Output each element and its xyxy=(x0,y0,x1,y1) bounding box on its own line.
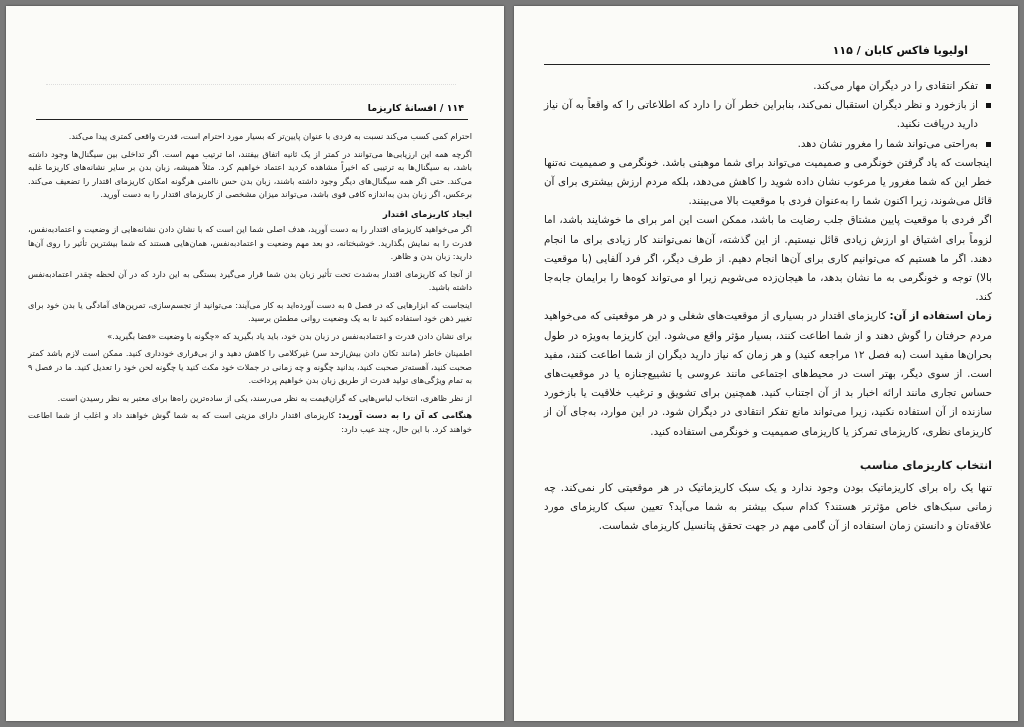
right-page xyxy=(514,6,1018,721)
list-item-text: به‌راحتی می‌تواند شما را مغرور نشان دهد. xyxy=(797,137,978,150)
left-body xyxy=(28,130,472,436)
paragraph: اگر می‌خواهید کاریزمای اقتدار را به دست آورید، هدف اصلی شما این است که با نشان دادن نشانه‌هایی از وضعیت و اعتمادبه‌نفس، قدرت را به نمایش بگذارید. خوشبختانه، دو بعد مهم وضعیت و اعتمادبه‌نفس، همان‌هایی هستند که شما بیشترین تأثیر را روی آن‌ها دارید: زبان بدن و ظاهر. xyxy=(28,224,472,261)
section-heading: ایجاد کاریزمای اقتدار xyxy=(382,209,472,220)
list-item xyxy=(544,135,992,154)
paragraph: از نظر ظاهری، انتخاب لباس‌هایی که گران‌قیمت به نظر می‌رسند، یکی از ساده‌ترین راه‌ها برای معتبر به نظر رسیدن است. xyxy=(57,392,472,403)
paragraph-when-to-use xyxy=(544,307,992,441)
paragraph: برای نشان دادن قدرت و اعتمادبه‌نفس در زبان بدن خود، باید یاد بگیرید که «چگونه با وضعیت «فضا بگیرید.» xyxy=(107,330,472,341)
inline-heading: زمان استفاده از آن: xyxy=(889,310,992,323)
left-page xyxy=(6,6,504,721)
bullet-icon xyxy=(986,84,991,89)
inline-text: کاریزمای اقتدار دارای مزیتی است که به شما گوش خواهند داد و اغلب از شما اطاعت خواهند کرد. با این حال، چند عیب دارد: xyxy=(28,410,472,434)
right-body xyxy=(544,77,992,537)
faint-bleedthrough-line xyxy=(46,84,456,85)
bullet-icon xyxy=(986,103,991,108)
bullet-icon xyxy=(986,142,991,147)
inline-heading: هنگامی که آن را به دست آورید: xyxy=(338,410,472,420)
paragraph-when-acquired xyxy=(28,409,472,436)
left-running-head: ۱۱۴ / افسانهٔ کاریزما xyxy=(367,103,464,114)
paragraph: اینجاست که ابزارهایی که در فصل ۵ به دست آورده‌اید به کار می‌آیند: می‌توانید از تجسم‌سازی، تمرین‌های آمادگی یا بدن خود برای تغییر ذهن خود استفاده کنید تا به یک وضعیت روانی مطمئن برسید. xyxy=(28,299,472,323)
paragraph: اطمینان خاطر (مانند تکان دادن بیش‌ازحد سر) غیرکلامی را کاهش دهید و از بی‌قراری خودداری کنید. ممکن است لازم باشد کمتر صحبت کنید، آهسته‌تر صحبت کنید، بدانید چگونه و چه زمانی در جملات خود مکث کنید یا چگونه لحن خود را تعدیل کنید. ما در فصل ۹ به تمام ویژگی‌های تولید قدرت از طریق زبان بدن خواهیم پرداخت. xyxy=(28,348,472,385)
paragraph: اینجاست که یاد گرفتن خونگرمی و صمیمیت می‌تواند برای شما موهبتی باشد. خونگرمی و صمیمیت نه‌تنها خطر این که شما مغرور یا مرعوب نشان داده شوید را کاهش می‌دهد، بلکه مردم ارزش بیشتری برای آن قائل می‌شوند، زیرا اکنون شما را به‌عنوان فردی با موقعیت بالا می‌بینند. xyxy=(544,156,992,208)
left-header-rule xyxy=(36,119,468,120)
bullet-list xyxy=(544,77,992,154)
inline-text: کاریزمای اقتدار در بسیاری از موقعیت‌های شغلی و در هر موقعیتی که می‌خواهید مردم حرفتان را گوش دهند و از شما اطاعت کنند، بسیار مؤثر واقع می‌شود. این کاریزما به‌ویژه در طول بحران‌ها مفید است (به فصل ۱۲ مراجعه کنید) و هر زمان که نیاز دارید دیگران از شما اطاعت کنند، مفید است. از سوی دیگر، بهتر است در محیط‌های اجتماعی مانند عروسی یا تشییع‌جنازه یا در موقعیت‌های حساس تجاری مانند ارائه اخبار بد از آن اجتناب کنید. همچنین برای تشویق و ترغیب خلاقیت یا بازخورد سازنده از آن استفاده نکنید، زیرا می‌تواند مانع تفکر انتقادی در دیگران شود. در این موارد، به‌جای آن از کاریزمای نظری، کاریزمای تمرکز یا کاریزمای صمیمیت و خونگرمی استفاده کنید. xyxy=(544,310,992,438)
right-header-rule xyxy=(544,64,990,65)
paragraph: از آنجا که کاریزمای اقتدار به‌شدت تحت تأثیر زبان بدن شما قرار می‌گیرد بستگی به این دارد که در آن لحظه چقدر اعتمادبه‌نفس داشته باشید. xyxy=(28,268,472,292)
paragraph: اگرچه همه این ارزیابی‌ها می‌توانند در کمتر از یک ثانیه اتفاق بیفتند، اما ترتیب مهم است. اگر تداخلی بین سیگنال‌ها وجود داشته باشد، به سیگنال‌ها به ترتیبی که اخیراً مشاهده کردید اعتماد خواهیم کرد. مثلاً همیشه، زبان بدن بر سایر نشانه‌های کاریزما غلبه می‌کند. حتی اگر همه سیگنال‌های دیگر وجود داشته باشند، زبان بدن حس ناامنی هرگونه امکان کاریزمای اقتدار را تضعیف می‌کند. برعکس، اگر زبان بدن به‌اندازه کافی قوی باشد، می‌تواند میزان مشخصی از کاریزمای اقتدار را به دست آورید. xyxy=(28,148,472,199)
section-heading: انتخاب کاریزمای مناسب xyxy=(859,458,992,472)
list-item xyxy=(544,96,992,134)
list-item xyxy=(544,77,992,96)
right-running-head: اولیویا فاکس کابان / ۱۱۵ xyxy=(832,44,968,57)
paragraph: تنها یک راه برای کاریزماتیک بودن وجود ندارد و یک سبک کاریزماتیک در هر موقعیتی کار نمی‌کند. چه زمانی سبک‌های خاص مؤثرتر هستند؟ کدام سبک بیشتر به شما می‌آید؟ تعیین سبک کاریزمای مورد علاقه‌تان و دانستن زمان استفاده از آن گامی مهم در جهت تحقق پتانسیل کاریزمای شماست. xyxy=(544,482,992,533)
list-item-text: تفکر انتقادی را در دیگران مهار می‌کند. xyxy=(813,80,978,92)
paragraph: احترام کمی کسب می‌کند نسبت به فردی با عنوان پایین‌تر که بسیار مورد احترام است، قدرت واقعی کمتری پیدا می‌کند. xyxy=(68,131,472,141)
paragraph: اگر فردی با موقعیت پایین مشتاق جلب رضایت ما باشد، ممکن است این امر برای ما خوشایند باشد، اما لزوماً برای اشتیاق او ارزش زیادی قائل نیستیم. از این گذشته، آن‌ها نمی‌توانند کار زیادی برای ما انجام دهند. اگر ما هستیم که می‌توانیم کاری برای آن‌ها انجام دهیم. از طرف دیگر، اگر فرد آلفایی (با موقعیت بالا) توجه و خونگرمی به ما نشان بدهد، ما هیجان‌زده می‌شویم زیرا او می‌تواند کوه‌ها را برایمان جابه‌جا کند. xyxy=(544,214,992,304)
list-item-text: از بازخورد و نظر دیگران استقبال نمی‌کند، بنابراین خطر آن را دارد که اطلاعاتی را که واقعاً به آن نیاز دارید دریافت نکنید. xyxy=(544,99,978,131)
